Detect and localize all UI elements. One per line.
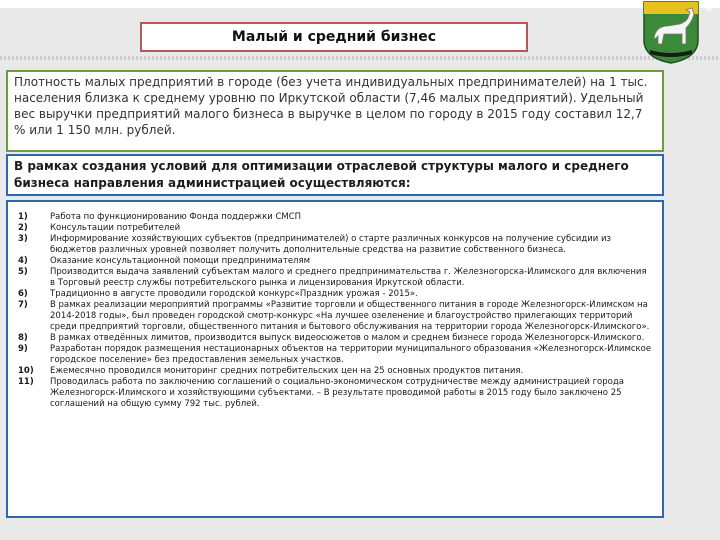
list-item: [18, 289, 654, 300]
list-item: [18, 223, 654, 234]
item-text: Производится выдача заявлений субъектам малого и среднего предпринимательства г. Железногорска-Илимского для включения в Торговый реестр службы потребительского рынка и лицензирования Иркутской области.: [50, 267, 647, 288]
item-text: Оказание консультационной помощи предпринимателям: [50, 256, 311, 266]
top-band: [0, 0, 720, 8]
item-text: Информирование хозяйствующих субъектов (предпринимателей) о старте различных конкурсов на получение субсидии из бюджетов различных уровней позволяет получить дополнительные средства на развитие собственного бизнеса.: [50, 234, 612, 255]
item-number: 11): [18, 377, 34, 387]
slide-title: Малый и средний бизнес: [231, 29, 437, 45]
intro-text-box: [6, 70, 664, 152]
subheading-text: В рамках создания условий для оптимизации отраслевой структуры малого и среднего бизнеса направления администрацией осуществляются:: [14, 159, 629, 190]
list-item: [18, 366, 654, 377]
subheading-box: [6, 154, 664, 196]
measures-list: [18, 212, 654, 410]
item-text: Работа по функционированию Фонда поддержки СМСП: [50, 212, 302, 222]
item-number: 3): [18, 234, 28, 244]
coat-of-arms-icon: [640, 0, 702, 64]
item-number: 8): [18, 333, 28, 343]
item-number: 10): [18, 366, 34, 376]
item-number: 2): [18, 223, 28, 233]
item-text: Разработан порядок размещения нестационарных объектов на территории муниципального образования «Железногорск-Илимское городское поселение» без предоставления земельных участков.: [50, 344, 652, 365]
list-item: [18, 300, 654, 333]
list-item: [18, 344, 654, 366]
measures-list-box: [6, 200, 664, 518]
item-number: 1): [18, 212, 28, 222]
item-number: 4): [18, 256, 28, 266]
item-number: 9): [18, 344, 28, 354]
list-item: [18, 267, 654, 289]
decorative-stripes: [0, 56, 720, 60]
list-item: [18, 234, 654, 256]
slide-title-box: [140, 22, 528, 52]
list-item: [18, 333, 654, 344]
item-number: 5): [18, 267, 28, 277]
list-item: [18, 212, 654, 223]
item-text: Традиционно в августе проводили городской конкурс«Праздник урожая - 2015».: [50, 289, 418, 299]
star-icon: ✳: [704, 2, 715, 16]
item-text: В рамках реализации мероприятий программы «Развитие торговли и общественного питания в городе Железногорск-Илимском на 2014-2018 годы», был проведен городской смотр-конкурс «На лучшее озеленение и благоустройство прилегающих территорий среди предприятий торговли, общественного питания и бытового обслуживания на территории города Железногорск-Илимского».: [50, 300, 650, 332]
item-text: Консультации потребителей: [50, 223, 181, 233]
item-text: Проводилась работа по заключению соглашений о социально-экономическом сотрудничестве между администрацией города Железногорск-Илимского и хозяйствующими субъектами. – В результате проводимой работы в 2015 году было заключено 25 соглашений на общую сумму 792 тыс. рублей.: [50, 377, 624, 409]
intro-text: Плотность малых предприятий в городе (без учета индивидуальных предпринимателей) на 1 тыс. населения близка к среднему уровню по Иркутской области (7,46 малых предприятий). Удельный вес выручки предприятий малого бизнеса в выручке в целом по городу в 2015 году составил 12,7 % или 1 150 млн. рублей.: [14, 75, 648, 137]
item-text: Ежемесячно проводился мониторинг средних потребительских цен на 25 основных продуктов питания.: [50, 366, 524, 376]
item-text: В рамках отведённых лимитов, производится выпуск видеосюжетов о малом и среднем бизнесе города Железногорск-Илимского.: [50, 333, 645, 343]
list-item: [18, 256, 654, 267]
list-item: [18, 377, 654, 410]
item-number: 7): [18, 300, 28, 310]
item-number: 6): [18, 289, 28, 299]
